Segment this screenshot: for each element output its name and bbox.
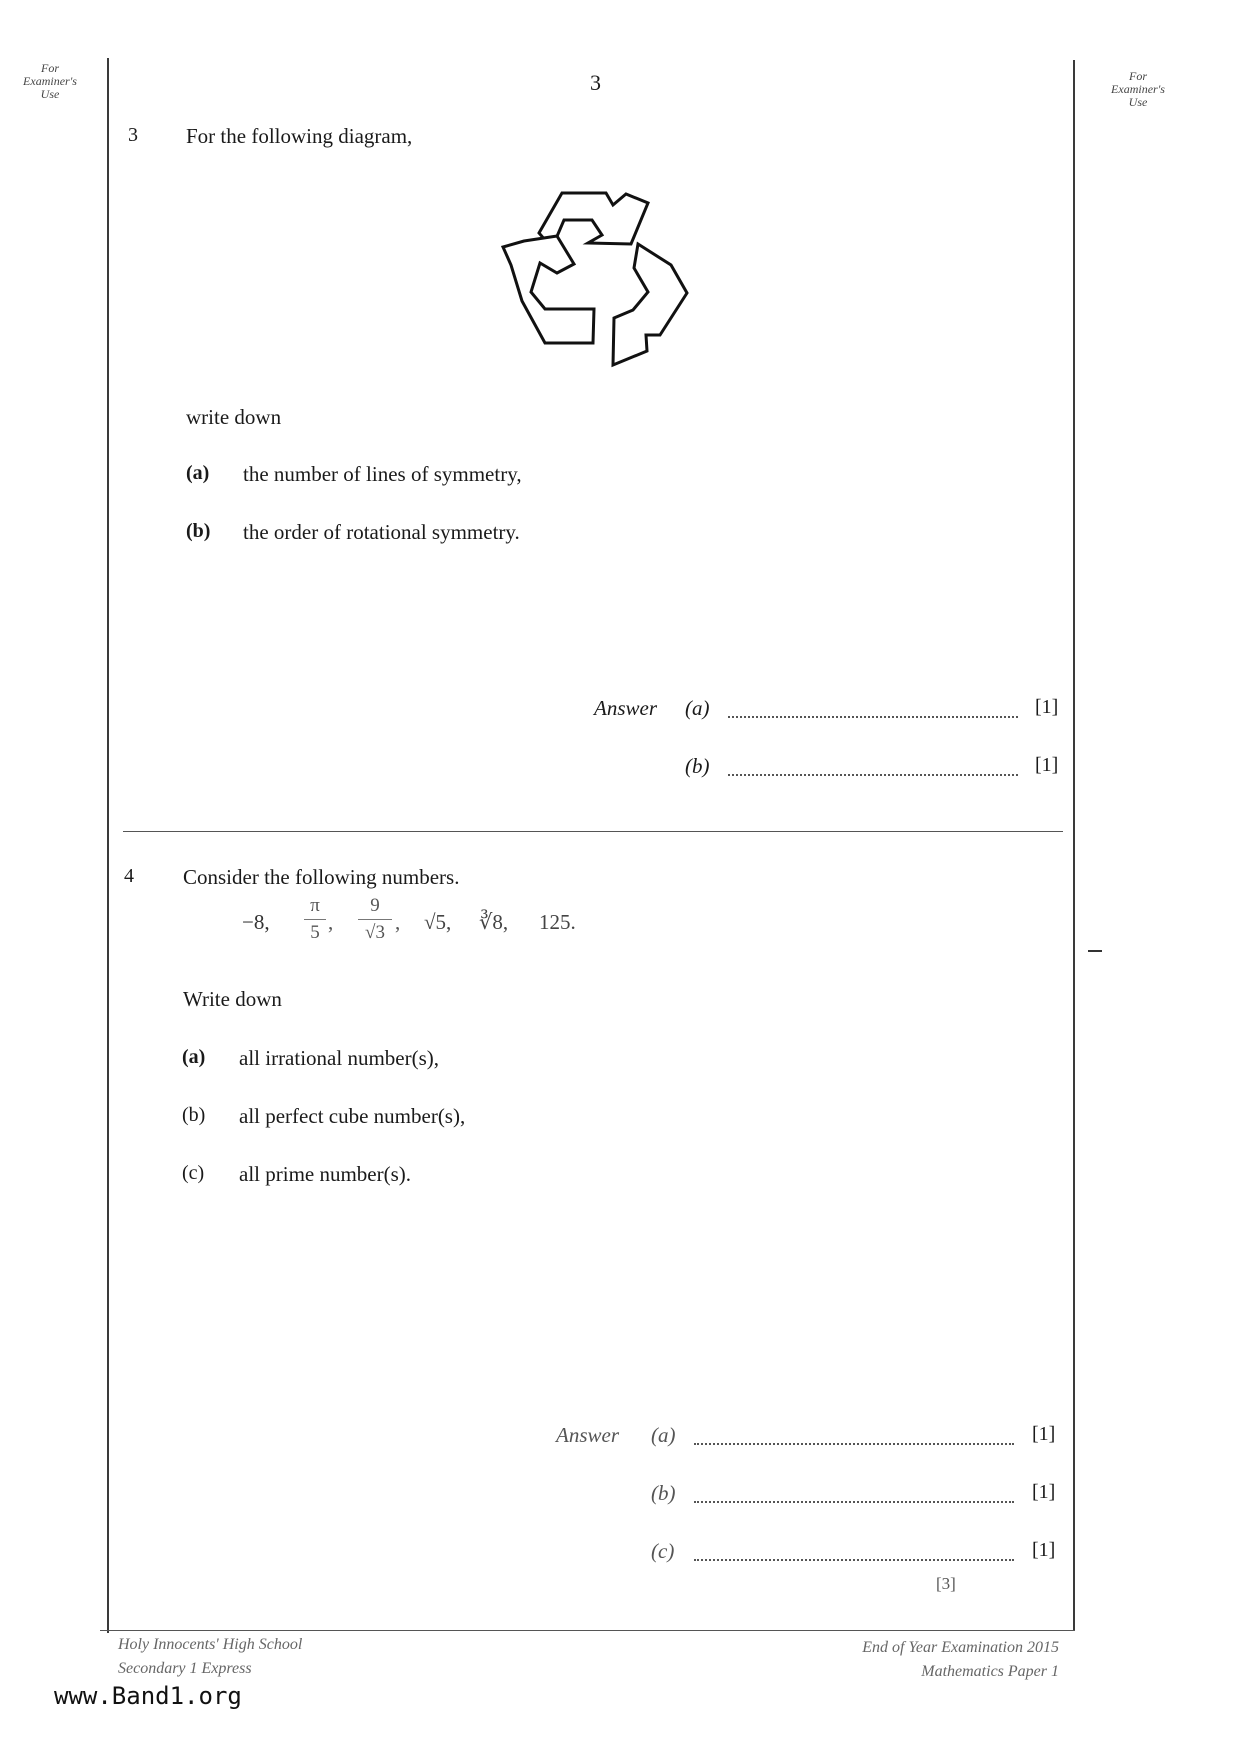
page-number: 3 (590, 70, 601, 95)
right-margin-note: For Examiner's Use (1111, 69, 1165, 109)
left-margin-note: For Examiner's Use (23, 61, 77, 101)
number-125: 125. (539, 910, 576, 934)
watermark-link[interactable]: www.Band1.org (54, 1682, 242, 1710)
right-margin-rule (1073, 60, 1075, 1630)
left-margin-rule (107, 58, 109, 1633)
footer-left (118, 1633, 302, 1681)
answer-b-line[interactable] (694, 1501, 1014, 1503)
answer-b-line[interactable] (728, 774, 1018, 776)
margin-tick (1088, 950, 1102, 952)
answer-c-marks: [1] (1032, 1539, 1056, 1561)
instruction: write down (186, 405, 282, 429)
answer-b-marks: [1] (1035, 754, 1059, 776)
question-number: 3 (128, 124, 138, 146)
question-prompt: For the following diagram, (186, 124, 413, 148)
answer-a-line[interactable] (694, 1443, 1014, 1445)
part-b-label: (b) (186, 520, 211, 542)
part-c-text: all prime number(s). (239, 1162, 412, 1186)
total-marks: [3] (936, 1574, 956, 1593)
number-cube-root-eight: ∛8, (479, 910, 509, 934)
answer-a-marks: [1] (1035, 696, 1059, 718)
answer-b-marks: [1] (1032, 1481, 1056, 1503)
answer-a-marks: [1] (1032, 1423, 1056, 1445)
question-prompt: Consider the following numbers. (183, 865, 460, 889)
answer-a-label: (a) (685, 696, 710, 720)
fraction-nine-over-root-three: 9 √3 (358, 895, 392, 944)
exam-name: End of Year Examination 2015 (862, 1639, 1059, 1656)
separator: , (395, 910, 401, 934)
school-name: Holy Innocents' High School (118, 1636, 303, 1653)
level: Secondary 1 Express (118, 1660, 252, 1677)
answer-label: Answer (594, 696, 657, 720)
answer-b-label: (b) (651, 1481, 676, 1505)
question-number: 4 (124, 865, 134, 887)
part-a-text: all irrational number(s), (239, 1046, 440, 1070)
answer-a-line[interactable] (728, 716, 1018, 718)
footer-right (862, 1636, 1059, 1684)
separator: , (328, 910, 334, 934)
answer-a-label: (a) (651, 1423, 676, 1447)
answer-c-line[interactable] (694, 1559, 1014, 1561)
instruction: Write down (183, 987, 282, 1011)
part-a-label: (a) (186, 462, 210, 484)
answer-c-label: (c) (651, 1539, 675, 1563)
part-a-label: (a) (182, 1046, 206, 1068)
answer-label: Answer (556, 1423, 619, 1447)
part-a-text: the number of lines of symmetry, (243, 462, 522, 486)
part-b-label: (b) (182, 1104, 206, 1126)
number-negative-eight: −8, (242, 910, 270, 934)
paper-name: Mathematics Paper 1 (921, 1663, 1059, 1680)
question-divider (123, 831, 1063, 832)
number-root-five: √5, (424, 910, 452, 934)
answer-b-label: (b) (685, 754, 710, 778)
part-b-text: the order of rotational symmetry. (243, 520, 520, 544)
recycle-symbol-icon (500, 183, 700, 373)
fraction-pi-over-five: π 5 (304, 895, 326, 944)
part-c-label: (c) (182, 1162, 205, 1184)
part-b-text: all perfect cube number(s), (239, 1104, 466, 1128)
footer-rule (100, 1630, 1075, 1631)
